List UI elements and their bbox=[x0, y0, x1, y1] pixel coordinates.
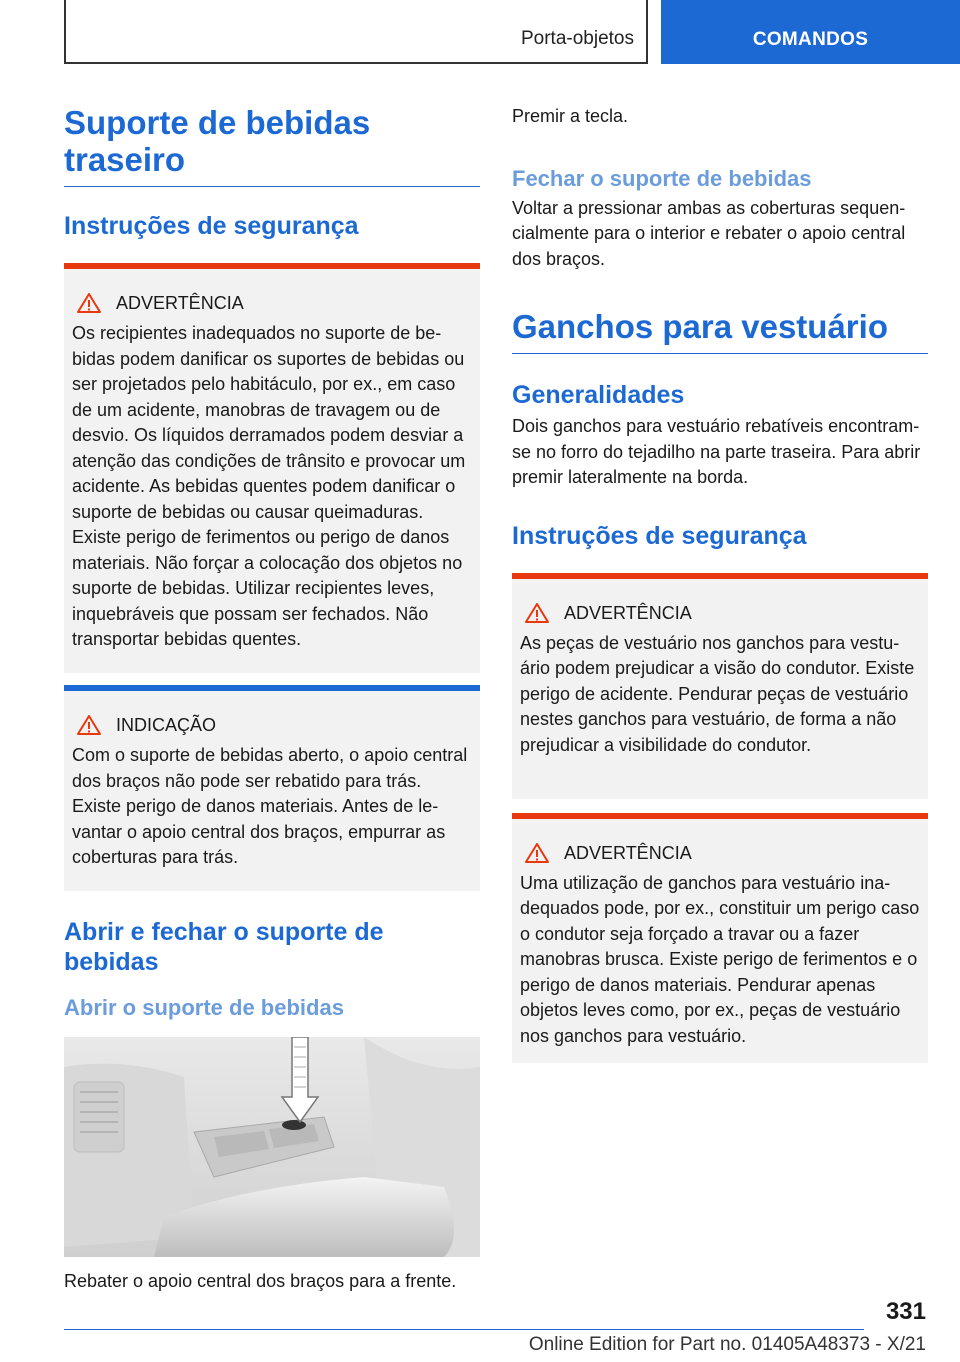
notice-title bbox=[76, 713, 472, 737]
warning-title bbox=[524, 841, 920, 865]
warning-triangle-icon bbox=[524, 602, 550, 624]
warning-title bbox=[524, 601, 920, 625]
general-text: Dois ganchos para vestuário rebatíveis encontram-se no forro do tejadilho na parte traseira. Para abrir premir lateralmente na borda. bbox=[512, 416, 921, 487]
footer-rule bbox=[64, 1329, 864, 1330]
warning-label: ADVERTÊNCIA bbox=[116, 293, 244, 313]
close-subheading: Fechar o suporte de bebidas bbox=[512, 165, 812, 191]
warning-title bbox=[76, 291, 472, 315]
warning-triangle-icon bbox=[524, 842, 550, 864]
warning-box-hooks-injury bbox=[512, 813, 928, 1063]
warning-box-hooks-visibility bbox=[512, 573, 928, 799]
press-key-text: Premir a tecla. bbox=[512, 106, 629, 126]
page-number: 331 bbox=[885, 1298, 926, 1325]
warning-label: ADVERTÊNCIA bbox=[564, 602, 692, 623]
warning-label: ADVERTÊNCIA bbox=[564, 842, 692, 863]
notice-triangle-icon bbox=[76, 714, 102, 736]
photo-caption: Rebater o apoio central dos braços para a frente. bbox=[64, 1271, 457, 1291]
notice-label: INDICAÇÃO bbox=[116, 715, 217, 735]
left-column bbox=[64, 104, 480, 1295]
armrest-cupholder-illustration bbox=[64, 1037, 480, 1257]
notice-box-cupholder bbox=[64, 685, 480, 891]
open-close-heading: Abrir e fechar o suporte de bebidas bbox=[64, 918, 384, 976]
warning-box-cupholder bbox=[64, 263, 480, 673]
warning-text: Os recipientes inadequados no suporte de bebidas podem danificar os suportes de bebidas ou ser projetados pelo habitáculo, por ex., em caso de um acidente, manobras de travagem ou de desvio. Os líquidos derramados podem desviar a atenção das condições de trânsito e provocar um acidente. As bebidas quentes podem danificar o suporte de bebidas ou causar queimaduras. Existe perigo de ferimentos ou perigo de danos materiais. Não forçar a colocação dos objetos no suporte de bebidas. Utilizar recipientes leves, inquebráveis que possam ser fechados. Não transportar bebidas quentes. bbox=[72, 323, 466, 649]
section-title-cupholder: Suporte de bebidas traseiro bbox=[64, 104, 371, 178]
title-rule bbox=[64, 186, 480, 187]
header-section-title: Porta-objetos bbox=[520, 28, 634, 49]
right-column bbox=[512, 104, 928, 1063]
warning-text: Uma utilização de ganchos para vestuário inadequados pode, por ex., constituir um perigo caso o condutor seja forçado a travar ou a fazer manobras brusca. Existe perigo de ferimentos e o perigo de danos materiais. Pendurar apenas objetos leves como, por ex., peças de vestuário nos ganchos para vestuário. bbox=[520, 872, 920, 1046]
safety-heading-right: Instruções de segurança bbox=[512, 521, 807, 550]
close-text: Voltar a pressionar ambas as coberturas sequencialmente para o interior e rebater o apoio central dos braços. bbox=[512, 197, 906, 269]
section-title-coat-hooks: Ganchos para vestuário bbox=[512, 308, 888, 345]
warning-triangle-icon bbox=[76, 292, 102, 314]
title-rule bbox=[512, 353, 928, 354]
edition-footer: Online Edition for Part no. 01405A48373 - X/21 bbox=[528, 1334, 926, 1355]
safety-heading-left: Instruções de segurança bbox=[64, 212, 359, 240]
general-heading: Generalidades bbox=[512, 381, 685, 409]
header-chapter-tab: COMANDOS bbox=[661, 0, 960, 64]
open-subheading: Abrir o suporte de bebidas bbox=[64, 995, 344, 1020]
warning-text: As peças de vestuário nos ganchos para vestuário podem prejudicar a visão do condutor. Existe perigo de acidente. Pendurar peças de vestuário nestes ganchos para vestuário, de forma a não prejudicar a visibilidade do condutor. bbox=[520, 632, 915, 755]
notice-text: Com o suporte de bebidas aberto, o apoio central dos braços não pode ser rebatido para trás. Existe perigo de danos materiais. Antes de levantar o apoio central dos braços, empurrar as coberturas para trás. bbox=[72, 745, 468, 867]
